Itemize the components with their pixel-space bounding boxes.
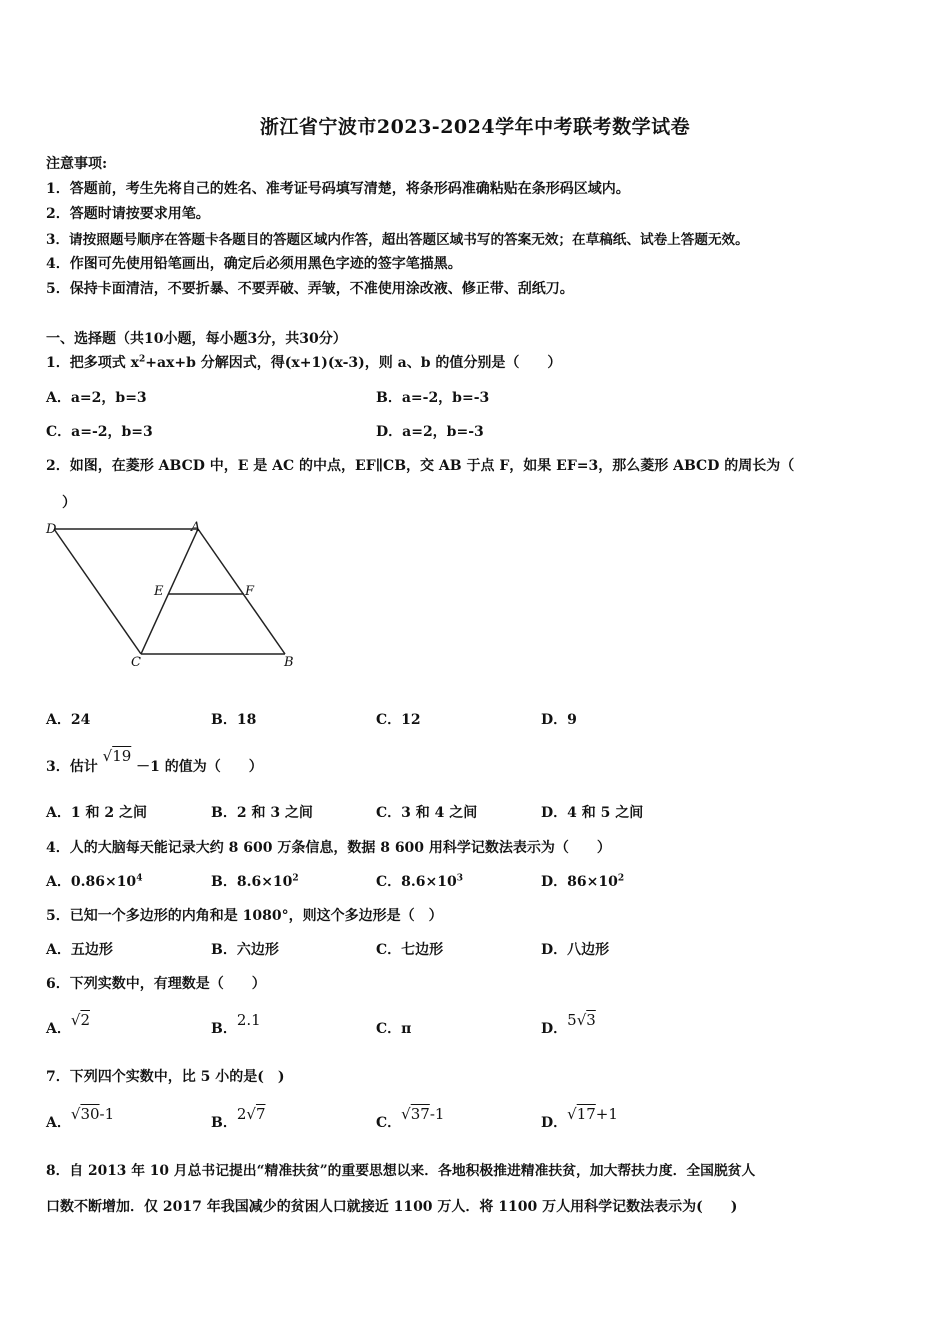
q4-option-a: A．$0.86\times 10^4$	[46, 873, 143, 890]
notice-item: 1．答题前，考生先将自己的姓名、准考证号码填写清楚，将条形码准确粘贴在条形码区域内。	[46, 181, 630, 197]
label-f: F	[245, 584, 255, 599]
question-8-line-1: 8．自 2013 年 10 月总书记提出“精准扶贫”的重要思想以来．各地积极推进精准扶贫，加大帮扶力度．全国脱贫人	[46, 1163, 756, 1179]
q3-option-a: A．1 和 2 之间	[46, 805, 147, 821]
q4-option-b: B．$8.6\times 10^2$	[211, 873, 299, 890]
q1-option-c: C．a=-2，b=3	[46, 424, 153, 440]
section-heading: 一、选择题（共10小题，每小题3分，共30分）	[46, 331, 347, 347]
label-e: E	[154, 584, 164, 599]
q5-option-d: D．八边形	[541, 942, 610, 958]
q2-option-b: B．18	[211, 712, 257, 728]
q2-option-c: C．12	[376, 712, 421, 728]
q5-option-c: C．七边形	[376, 942, 444, 958]
q5-option-a: A．五边形	[46, 942, 113, 958]
q5-option-b: B．六边形	[211, 942, 279, 958]
q7-option-d: D．√17+1	[541, 1105, 618, 1131]
label-b: B	[284, 655, 294, 670]
q6-option-d: D．5√3	[541, 1011, 596, 1037]
q1-option-b: B．a=-2，b=-3	[376, 390, 490, 406]
notice-item: 5．保持卡面清洁，不要折暴、不要弄破、弄皱，不准使用涂改液、修正带、刮纸刀。	[46, 281, 574, 297]
q4-option-c: C．$8.6\times 10^3$	[376, 873, 463, 890]
notice-item: 4．作图可先使用铅笔画出，确定后必须用黑色字迹的签字笔描黑。	[46, 256, 462, 272]
q1-option-a: A．a=2，b=3	[46, 390, 147, 406]
question-7-stem: 7．下列四个实数中，比 5 小的是( )	[46, 1069, 285, 1085]
label-d: D	[46, 522, 57, 537]
q2-option-a: A．24	[46, 712, 91, 728]
question-2-stem: 2．如图，在菱形 ABCD 中，E 是 AC 的中点，EF∥CB，交 AB 于点 F，如果 EF=3，那么菱形 ABCD 的周长为（	[46, 458, 795, 474]
label-c: C	[131, 655, 141, 670]
question-2-stem-end: ）	[62, 495, 76, 511]
q3-option-b: B．2 和 3 之间	[211, 805, 313, 821]
label-a: A	[191, 520, 201, 535]
question-4-stem: 4．人的大脑每天能记录大约 8 600 万条信息，数据 8 600 用科学记数法表示为（ ）	[46, 840, 611, 856]
q6-option-c: C．π	[376, 1021, 412, 1037]
segment-ab	[198, 529, 285, 654]
q1-option-d: D．a=2，b=-3	[376, 424, 484, 440]
q4-option-d: D．$86\times 10^2$	[541, 873, 625, 890]
q6-option-b: B．2.1	[211, 1011, 261, 1037]
q6-option-a: A．√2	[46, 1011, 90, 1037]
segment-cd	[54, 529, 141, 654]
q3-option-d: D．4 和 5 之间	[541, 805, 644, 821]
notice-item: 3．请按照题号顺序在答题卡各题目的答题区域内作答，超出答题区域书写的答案无效；在草稿纸、试卷上答题无效。	[46, 232, 749, 248]
question-3-stem: 3．估计 √19 －1 的值为（ ）	[46, 747, 263, 775]
question-1-stem: 1．把多项式 $x^2+ax+b$ 分解因式，得(x+1)(x-3)，则 a、b 的值分别是（ ）	[46, 354, 562, 371]
page-title: 浙江省宁波市2023-2024学年中考联考数学试卷	[259, 116, 691, 138]
q2-option-d: D．9	[541, 712, 577, 728]
segment-ca	[141, 529, 198, 654]
q7-option-b: B．2√7	[211, 1105, 266, 1131]
question-8-line-2: 口数不断增加．仅 2017 年我国减少的贫困人口就接近 1100 万人．将 1100 万人用科学记数法表示为( )	[46, 1199, 738, 1215]
q3-option-c: C．3 和 4 之间	[376, 805, 478, 821]
notice-heading: 注意事项:	[46, 156, 108, 172]
question-5-stem: 5．已知一个多边形的内角和是 1080°，则这个多边形是（ ）	[46, 908, 443, 924]
q7-option-c: C．√37-1	[376, 1105, 445, 1131]
notice-item: 2．答题时请按要求用笔。	[46, 206, 210, 222]
rhombus-figure	[40, 515, 310, 675]
question-6-stem: 6．下列实数中，有理数是（ ）	[46, 976, 266, 992]
q7-option-a: A．√30-1	[46, 1105, 115, 1131]
sqrt-19: √19	[102, 747, 132, 765]
